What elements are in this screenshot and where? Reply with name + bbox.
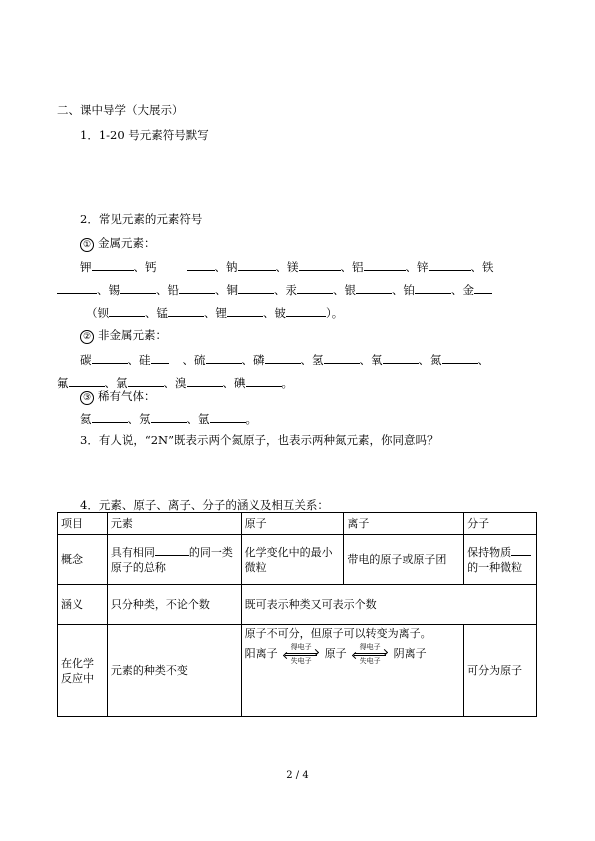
nonmetal-heading (80, 328, 167, 344)
cell-molecule-concept: 保持物质的一种微粒 (464, 535, 537, 585)
anion-label: 阴离子 (393, 647, 427, 660)
metal-heading (80, 236, 156, 252)
circle-number-2: ② (80, 330, 94, 344)
table-header-row (58, 513, 537, 535)
row-label-meaning: 涵义 (58, 585, 108, 625)
table-row-reaction (58, 625, 537, 717)
cell-atom-ion-reaction (241, 625, 463, 717)
table-row-meaning (58, 585, 537, 625)
equilibrium-arrow-icon: 得电子 失电子 (352, 643, 388, 665)
question-1: 1．1-20 号元素符号默写 (80, 128, 209, 142)
nonmetal-row-2: 氟 、氯 、溴 、碘 。 (57, 376, 293, 390)
cell-molecule-reaction: 可分为原子 (464, 625, 537, 717)
cell-atom-concept: 化学变化中的最小微粒 (241, 535, 344, 585)
metal-row-1: 钾 、钙 、钠 、镁 、铝 、锌 、铁 (80, 260, 494, 274)
nonmetal-row-1: 碳 、硅 、硫 、磷 、氢 、氧 、氮 、 (80, 353, 489, 367)
atom-label: 原子 (324, 647, 347, 660)
question-4: 4．元素、原子、离子、分子的涵义及相互关系： (80, 498, 329, 512)
table-row-concept (58, 535, 537, 585)
ion-conversion (245, 643, 460, 665)
header-ion: 离子 (344, 513, 464, 535)
metal-heading-label: 金属元素： (98, 236, 156, 250)
metal-row-2: 、锡 、铅 、铜 、汞 、银 、铂 、金 (57, 282, 492, 297)
noble-heading-label: 稀有气体： (98, 389, 156, 403)
cell-element-meaning: 只分种类，不论个数 (107, 585, 241, 625)
question-3: 3．有人说，“2N”既表示两个氮原子，也表示两种氮元素，你同意吗？ (80, 433, 439, 447)
nonmetal-heading-label: 非金属元素： (98, 328, 167, 342)
question-2: 2．常见元素的元素符号 (80, 212, 203, 226)
cell-shared-meaning: 既可表示种类又可表示个数 (241, 585, 536, 625)
header-item: 项目 (58, 513, 108, 535)
equilibrium-arrow-icon: 得电子 失电子 (283, 643, 319, 665)
cell-element-concept: 具有相同 的同一类原子的总称 (107, 535, 241, 585)
row-label-concept: 概念 (58, 535, 108, 585)
cell-ion-concept: 带电的原子或原子团 (344, 535, 464, 585)
atom-ion-text: 原子不可分，但原子可以转变为离子。 (244, 627, 432, 640)
section-title: 二、课中导学（大展示） (57, 103, 184, 117)
noble-row: 氦 、氖 、氩 。 (80, 412, 257, 426)
page-number: 2 / 4 (286, 770, 309, 781)
header-element: 元素 (107, 513, 241, 535)
row-label-reaction: 在化学反应中 (58, 625, 108, 717)
noble-heading (80, 389, 156, 405)
relations-table (57, 512, 537, 717)
header-molecule: 分子 (464, 513, 537, 535)
circle-number-3: ③ (80, 391, 94, 405)
cation-label: 阳离子 (244, 647, 278, 660)
header-atom: 原子 (241, 513, 344, 535)
cell-element-reaction: 元素的种类不变 (107, 625, 241, 717)
metal-row-3: （钡 、锰 、锂 、铍 ）。 (86, 306, 344, 320)
circle-number-1: ① (80, 238, 94, 252)
